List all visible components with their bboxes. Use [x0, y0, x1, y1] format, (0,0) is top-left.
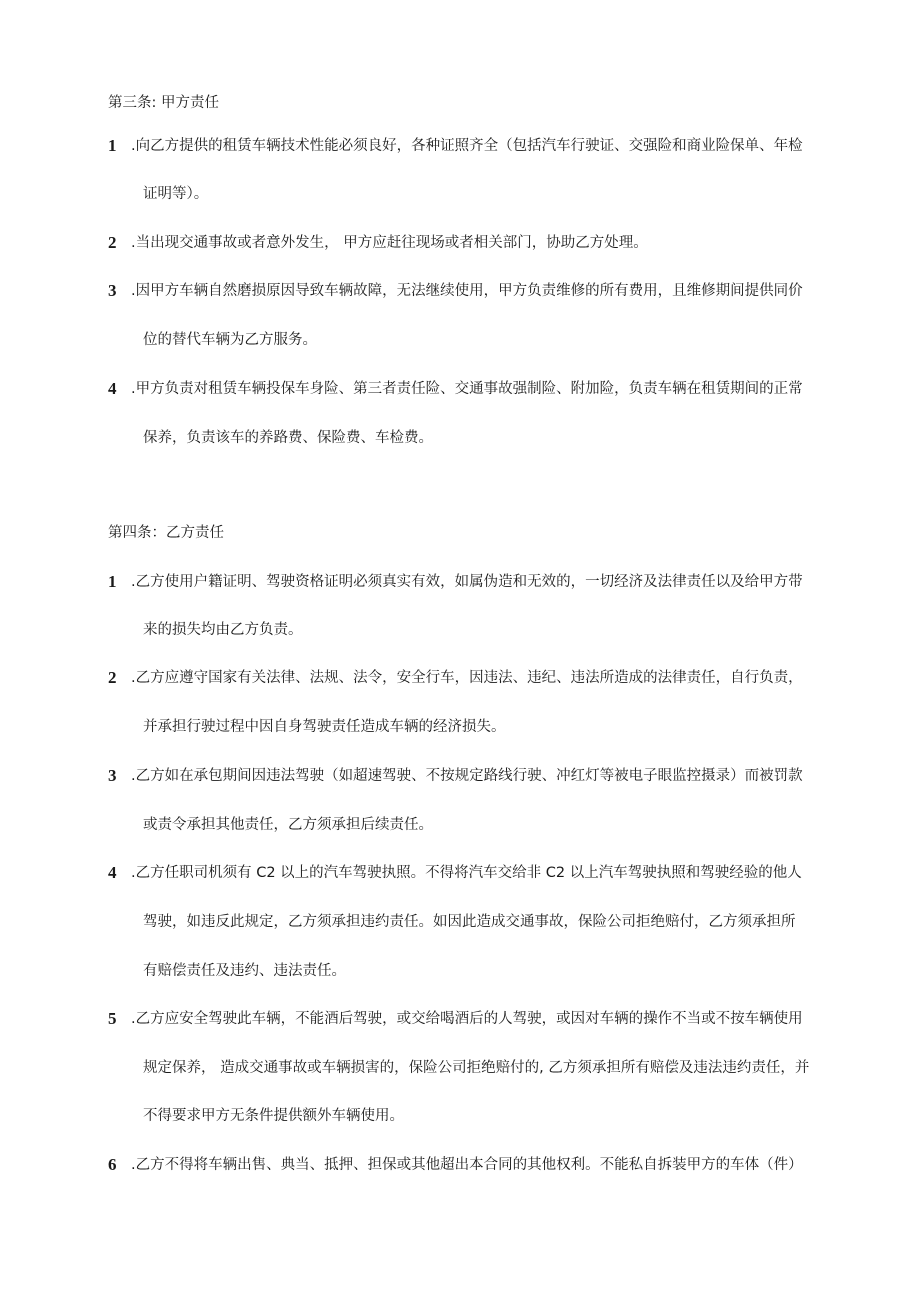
item-text-line: 或责令承担其他责任，乙方须承担后续责任。 [143, 817, 433, 833]
item-text-line: 来的损失均由乙方负责。 [143, 622, 303, 638]
item-text-line: .乙方如在承包期间因违法驾驶（如超速驾驶、不按规定路线行驶、冲红灯等被电子眼监控摄录）而被罚款 [131, 768, 803, 784]
item-text-line: 有赔偿责任及违约、违法责任。 [143, 963, 346, 979]
item-text-line: 证明等）。 [143, 186, 209, 202]
item-number: 6 [108, 1155, 117, 1174]
item-text-line: 驾驶，如违反此规定，乙方须承担违约责任。如因此造成交通事故，保险公司拒绝赔付，乙方须承担所 [143, 914, 796, 930]
item-number: 3 [108, 281, 117, 300]
item-number: 1 [108, 136, 117, 155]
item-text-line: .乙方应遵守国家有关法律、法规、法令，安全行车，因违法、违纪、违法所造成的法律责任，自行负责， [131, 670, 803, 686]
item-text-line: .向乙方提供的租赁车辆技术性能必须良好，各种证照齐全（包括汽车行驶证、交强险和商业险保单、年检 [131, 138, 803, 154]
item-text-line: .乙方不得将车辆出售、典当、抵押、担保或其他超出本合同的其他权利。不能私自拆装甲方的车体（件） [131, 1157, 803, 1173]
item-text-line: .甲方负责对租赁车辆投保车身险、第三者责任险、交通事故强制险、附加险，负责车辆在租赁期间的正常 [131, 381, 803, 397]
section-3-heading: 第三条: 甲方责任 [108, 95, 219, 111]
item-text-line: 并承担行驶过程中因自身驾驶责任造成车辆的经济损失。 [143, 719, 506, 735]
item-text-line: .因甲方车辆自然磨损原因导致车辆故障，无法继续使用，甲方负责维修的所有费用，且维修期间提供同价 [131, 283, 803, 299]
item-text-line: 规定保养， 造成交通事故或车辆损害的，保险公司拒绝赔付的, 乙方须承担所有赔偿及违法违约责任，并 [143, 1060, 810, 1076]
item-number: 2 [108, 233, 117, 252]
item-text-line: .乙方使用户籍证明、驾驶资格证明必须真实有效，如属伪造和无效的，一切经济及法律责任以及给甲方带 [131, 574, 803, 590]
item-number: 4 [108, 863, 117, 882]
item-text-line: .乙方任职司机须有 C2 以上的汽车驾驶执照。不得将汽车交给非 C2 以上汽车驾驶执照和驾驶经验的他人 [131, 865, 802, 881]
item-number: 2 [108, 668, 117, 687]
item-text-line: .当出现交通事故或者意外发生， 甲方应赶往现场或者相关部门，协助乙方处理。 [131, 235, 648, 251]
item-text-line: .乙方应安全驾驶此车辆，不能酒后驾驶，或交给喝酒后的人驾驶，或因对车辆的操作不当或不按车辆使用 [131, 1011, 803, 1027]
item-text-line: 保养，负责该车的养路费、保险费、车检费。 [143, 430, 433, 446]
section-4-heading: 第四条：乙方责任 [108, 525, 224, 541]
item-number: 4 [108, 379, 117, 398]
item-text-line: 位的替代车辆为乙方服务。 [143, 332, 317, 348]
item-number: 1 [108, 572, 117, 591]
item-number: 5 [108, 1009, 117, 1028]
item-text-line: 不得要求甲方无条件提供额外车辆使用。 [143, 1108, 404, 1124]
item-number: 3 [108, 766, 117, 785]
